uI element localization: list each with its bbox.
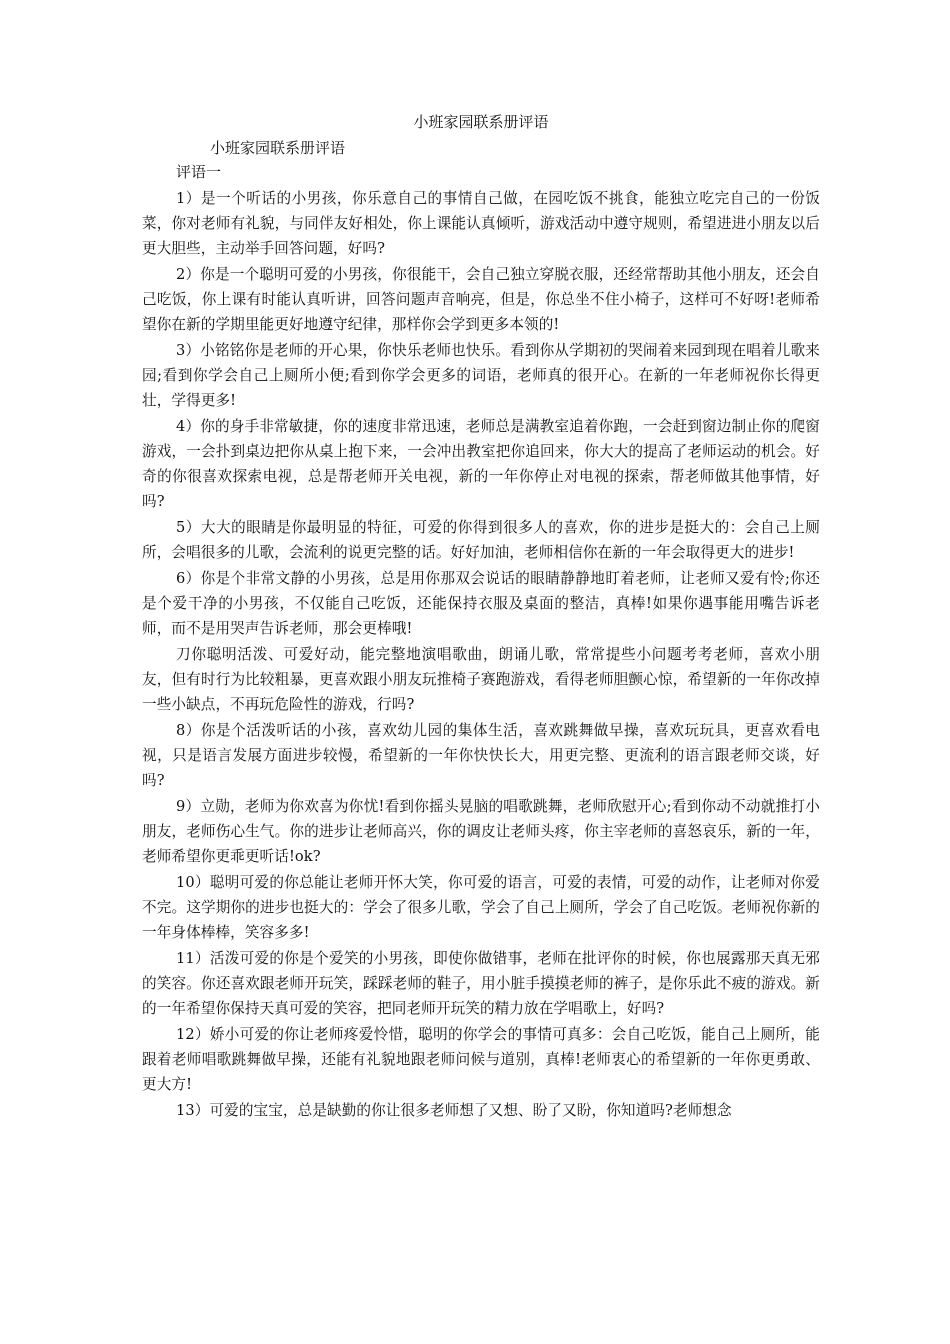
comment-paragraph: 2）你是一个聪明可爱的小男孩，你很能干，会自己独立穿脱衣服，还经常帮助其他小朋友，还会自己吃饭，你上课有时能认真听讲，回答问题声音响亮，但是，你总坐不住小椅子，这样可不好呀!老师希望你在新的学期里能更好地遵守纪律，那样你会学到更多本领的! <box>142 266 820 333</box>
section-heading: 评语一 <box>176 163 222 181</box>
comment-paragraph: 5）大大的眼睛是你最明显的特征，可爱的你得到很多人的喜欢，你的进步是挺大的：会自己上厕所，会唱很多的儿歌，会流利的说更完整的话。好好加油，老师相信你在新的一年会取得更大的进步! <box>142 519 820 561</box>
document-subtitle: 小班家园联系册评语 <box>210 139 346 157</box>
comment-paragraph: 1）是一个听话的小男孩，你乐意自己的事情自己做，在园吃饭不挑食，能独立吃完自己的一份饭菜，你对老师有礼貌，与同伴友好相处，你上课能认真倾听，游戏活动中遵守规则，希望进进小朋友以后更大胆些，主动举手回答问题，好吗? <box>142 190 820 257</box>
comment-paragraph: 4）你的身手非常敏捷，你的速度非常迅速，老师总是满教室追着你跑，一会赶到窗边制止你的爬窗游戏，一会扑到桌边把你从桌上抱下来，一会冲出教室把你追回来，你大大的提高了老师运动的机会。好奇的你很喜欢探索电视，总是帮老师开关电视，新的一年你停止对电视的探索，帮老师做其他事情，好吗? <box>142 418 820 510</box>
comment-paragraph: 9）立勋，老师为你欢喜为你忧!看到你摇头晃脑的唱歌跳舞，老师欣慰开心;看到你动不动就推打小朋友，老师伤心生气。你的进步让老师高兴，你的调皮让老师头疼，你主宰老师的喜怒哀乐，新的一年，老师希望你更乖更听话!ok? <box>142 798 820 865</box>
comment-paragraph: 12）娇小可爱的你让老师疼爱怜惜，聪明的你学会的事情可真多：会自己吃饭，能自己上厕所，能跟着老师唱歌跳舞做早操，还能有礼貌地跟老师问候与道别，真棒!老师衷心的希望新的一年你更勇敢、更大方! <box>142 1026 820 1093</box>
comment-paragraph: 3）小铭铭你是老师的开心果，你快乐老师也快乐。看到你从学期初的哭闹着来园到现在唱着儿歌来园;看到你学会自己上厕所小便;看到你学会更多的词语，老师真的很开心。在新的一年老师祝你长得更壮，学得更多! <box>142 342 820 409</box>
comment-paragraph: 刀你聪明活泼、可爱好动，能完整地演唱歌曲，朗诵儿歌，常常提些小问题考考老师，喜欢小朋友，但有时行为比较粗暴，更喜欢跟小朋友玩推椅子赛跑游戏，看得老师胆颤心惊，希望新的一年你改掉一些小缺点，不再玩危险性的游戏，行吗? <box>142 646 820 713</box>
comment-paragraph: 11）活泼可爱的你是个爱笑的小男孩，即使你做错事，老师在批评你的时候，你也展露那天真无邪的笑容。你还喜欢跟老师开玩笑，踩踩老师的鞋子，用小脏手摸摸老师的裤子，是你乐此不疲的游戏。新的一年希望你保持天真可爱的笑容，把同老师开玩笑的精力放在学唱歌上，好吗? <box>142 950 820 1017</box>
comment-paragraph: 13）可爱的宝宝，总是缺勤的你让很多老师想了又想、盼了又盼，你知道吗?老师想念 <box>176 1102 732 1119</box>
document-title: 小班家园联系册评语 <box>413 113 549 131</box>
document-page <box>142 110 820 1124</box>
comment-paragraph: 8）你是个活泼听话的小孩，喜欢幼儿园的集体生活，喜欢跳舞做早操，喜欢玩玩具，更喜欢看电视，只是语言发展方面进步较慢，希望新的一年你快快长大，用更完整、更流利的语言跟老师交谈，好吗? <box>142 722 820 789</box>
comment-paragraph: 6）你是个非常文静的小男孩，总是用你那双会说话的眼睛静静地盯着老师，让老师又爱有怜;你还是个爱干净的小男孩，不仅能自己吃饭，还能保持衣服及桌面的整洁，真棒!如果你遇事能用嘴告诉老师，而不是用哭声告诉老师，那会更棒哦! <box>142 570 820 637</box>
comment-paragraph: 10）聪明可爱的你总能让老师开怀大笑，你可爱的语言，可爱的表情，可爱的动作，让老师对你爱不完。这学期你的进步也挺大的：学会了很多儿歌，学会了自己上厕所，学会了自己吃饭。老师祝你新的一年身体棒棒，笑容多多! <box>142 874 820 941</box>
